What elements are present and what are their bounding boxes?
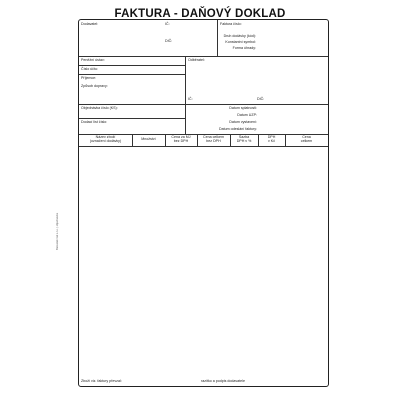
due-date-label: Datum splatnosti: (229, 106, 257, 110)
payment-method-label: Forma úhrady: (232, 46, 256, 50)
customer-dic-label: DIČ: (257, 97, 265, 101)
column-header-total-no-vat: Cena celkem bez DPH (203, 135, 224, 144)
customer-label: Odběratel: (188, 58, 205, 62)
divider (185, 56, 186, 104)
account-label: Číslo účtu: (81, 67, 98, 71)
recipient-label: Příjemce: (81, 76, 97, 80)
delivery-list-label: Dodací list číslo: (81, 120, 108, 124)
document-title: FAKTURA - DAŇOVÝ DOKLAD (114, 8, 286, 20)
side-print-note: Baloušek tisk s.r.o. | objednávka (56, 212, 59, 250)
divider (79, 56, 328, 57)
column-header-total: Cena celkem (300, 135, 313, 144)
transport-label: Způsob dopravy: (81, 84, 108, 88)
signature-label: razítko a podpis dodavatele (201, 379, 245, 383)
prepared-by-label: Zboží viz. faktury převzal: (81, 379, 122, 383)
order-number-label: Objednávka číslo (KS): (81, 106, 118, 110)
column-header-unit-price: Cena za MJ bez DPH (171, 135, 191, 144)
issue-date-label: Datum vystavení: (229, 120, 257, 124)
sent-date-label: Datum odeslání faktury: (219, 127, 257, 131)
supplier-label: Dodavatel: (81, 22, 99, 26)
divider (79, 74, 185, 75)
supplier-ic-label: IČ: (165, 22, 170, 26)
divider (185, 104, 186, 134)
supplier-dic-label: DIČ: (165, 39, 173, 43)
duzp-label: Datum UZP: (237, 113, 257, 117)
invoice-form (78, 19, 329, 387)
constant-symbol-label: Konstantní symbol: (225, 40, 256, 44)
divider (79, 65, 185, 66)
divider (79, 104, 328, 105)
delivery-note-label: Druh dodávky (kód): (223, 34, 256, 38)
divider (79, 118, 185, 119)
column-header-vat-amount: DPH v Kč (267, 135, 276, 144)
invoice-number-label: Faktura číslo: (220, 22, 242, 26)
column-header-item-name: Název zboží (označení dodávky) (89, 135, 122, 144)
invoice-page (62, 0, 338, 400)
column-header-quantity: Množství (141, 137, 156, 141)
bank-label: Peněžní ústav: (81, 58, 105, 62)
divider (79, 146, 328, 147)
divider (217, 20, 218, 56)
column-header-vat-rate: Sazba DPH v % (236, 135, 252, 144)
customer-ic-label: IČ: (188, 97, 193, 101)
